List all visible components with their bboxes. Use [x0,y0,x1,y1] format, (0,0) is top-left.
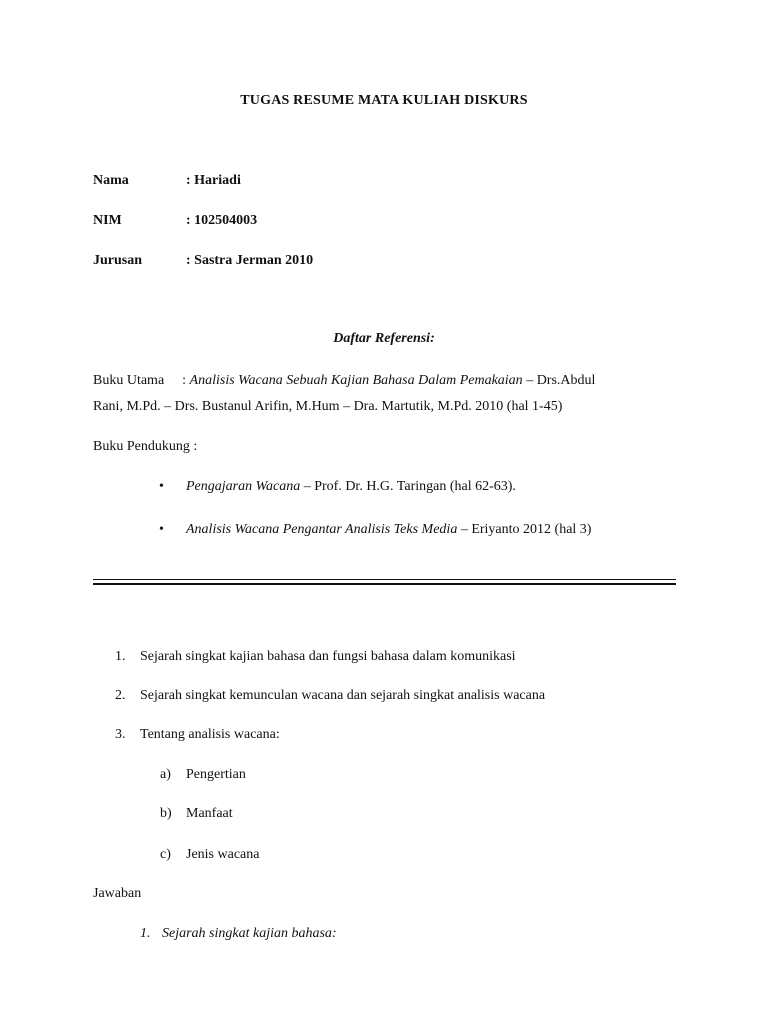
topic-text: Tentang analisis wacana: [140,727,280,742]
subtopic-letter: b) [160,806,172,821]
divider-bottom-line [93,583,676,585]
divider-top-line [93,579,676,580]
name-value: : Hariadi [186,173,241,188]
main-book-title: Analisis Wacana Sebuah Kajian Bahasa Dalam Pemakaian [189,373,523,388]
subtopic-text: Pengertian [186,767,246,782]
references-heading: Daftar Referensi: [333,331,435,346]
support-book-title: Analisis Wacana Pengantar Analisis Teks Media [186,522,458,537]
support-book-details: – Eriyanto 2012 (hal 3) [457,522,592,537]
document-title: TUGAS RESUME MATA KULIAH DISKURS [240,93,528,108]
support-books-label: Buku Pendukung : [93,439,198,454]
topic-text: Sejarah singkat kajian bahasa dan fungsi bahasa dalam komunikasi [140,649,516,664]
topic-text: Sejarah singkat kemunculan wacana dan sejarah singkat analisis wacana [140,688,546,703]
nim-label: NIM [93,213,122,228]
answer-heading: Sejarah singkat kajian bahasa: [162,926,337,941]
answer-number: 1. [140,926,151,941]
main-book-colon: : [182,373,187,388]
bullet-icon: • [159,522,164,537]
main-book-authors: – Drs.Abdul [522,373,596,388]
name-label: Nama [93,173,129,188]
support-book-details: – Prof. Dr. H.G. Taringan (hal 62-63). [300,479,516,494]
support-book-title: Pengajaran Wacana [186,479,301,494]
topic-number: 3. [115,727,126,742]
main-book-label: Buku Utama [93,373,165,388]
support-book-item [186,479,516,495]
subtopic-letter: a) [160,767,171,782]
support-book-item [186,522,591,538]
subtopic-text: Manfaat [186,806,233,821]
jurusan-label: Jurusan [93,253,143,268]
jurusan-value: : Sastra Jerman 2010 [186,253,314,268]
main-book-line-2: Rani, M.Pd. – Drs. Bustanul Arifin, M.Hum – Dra. Martutik, M.Pd. 2010 (hal 1-45) [93,399,563,414]
subtopic-letter: c) [160,847,171,862]
answer-label: Jawaban [93,886,142,901]
subtopic-text: Jenis wacana [186,847,260,862]
topic-number: 1. [115,649,126,664]
nim-value: : 102504003 [186,213,258,228]
topic-number: 2. [115,688,126,703]
bullet-icon: • [159,479,164,494]
main-book-line-1 [93,373,595,389]
